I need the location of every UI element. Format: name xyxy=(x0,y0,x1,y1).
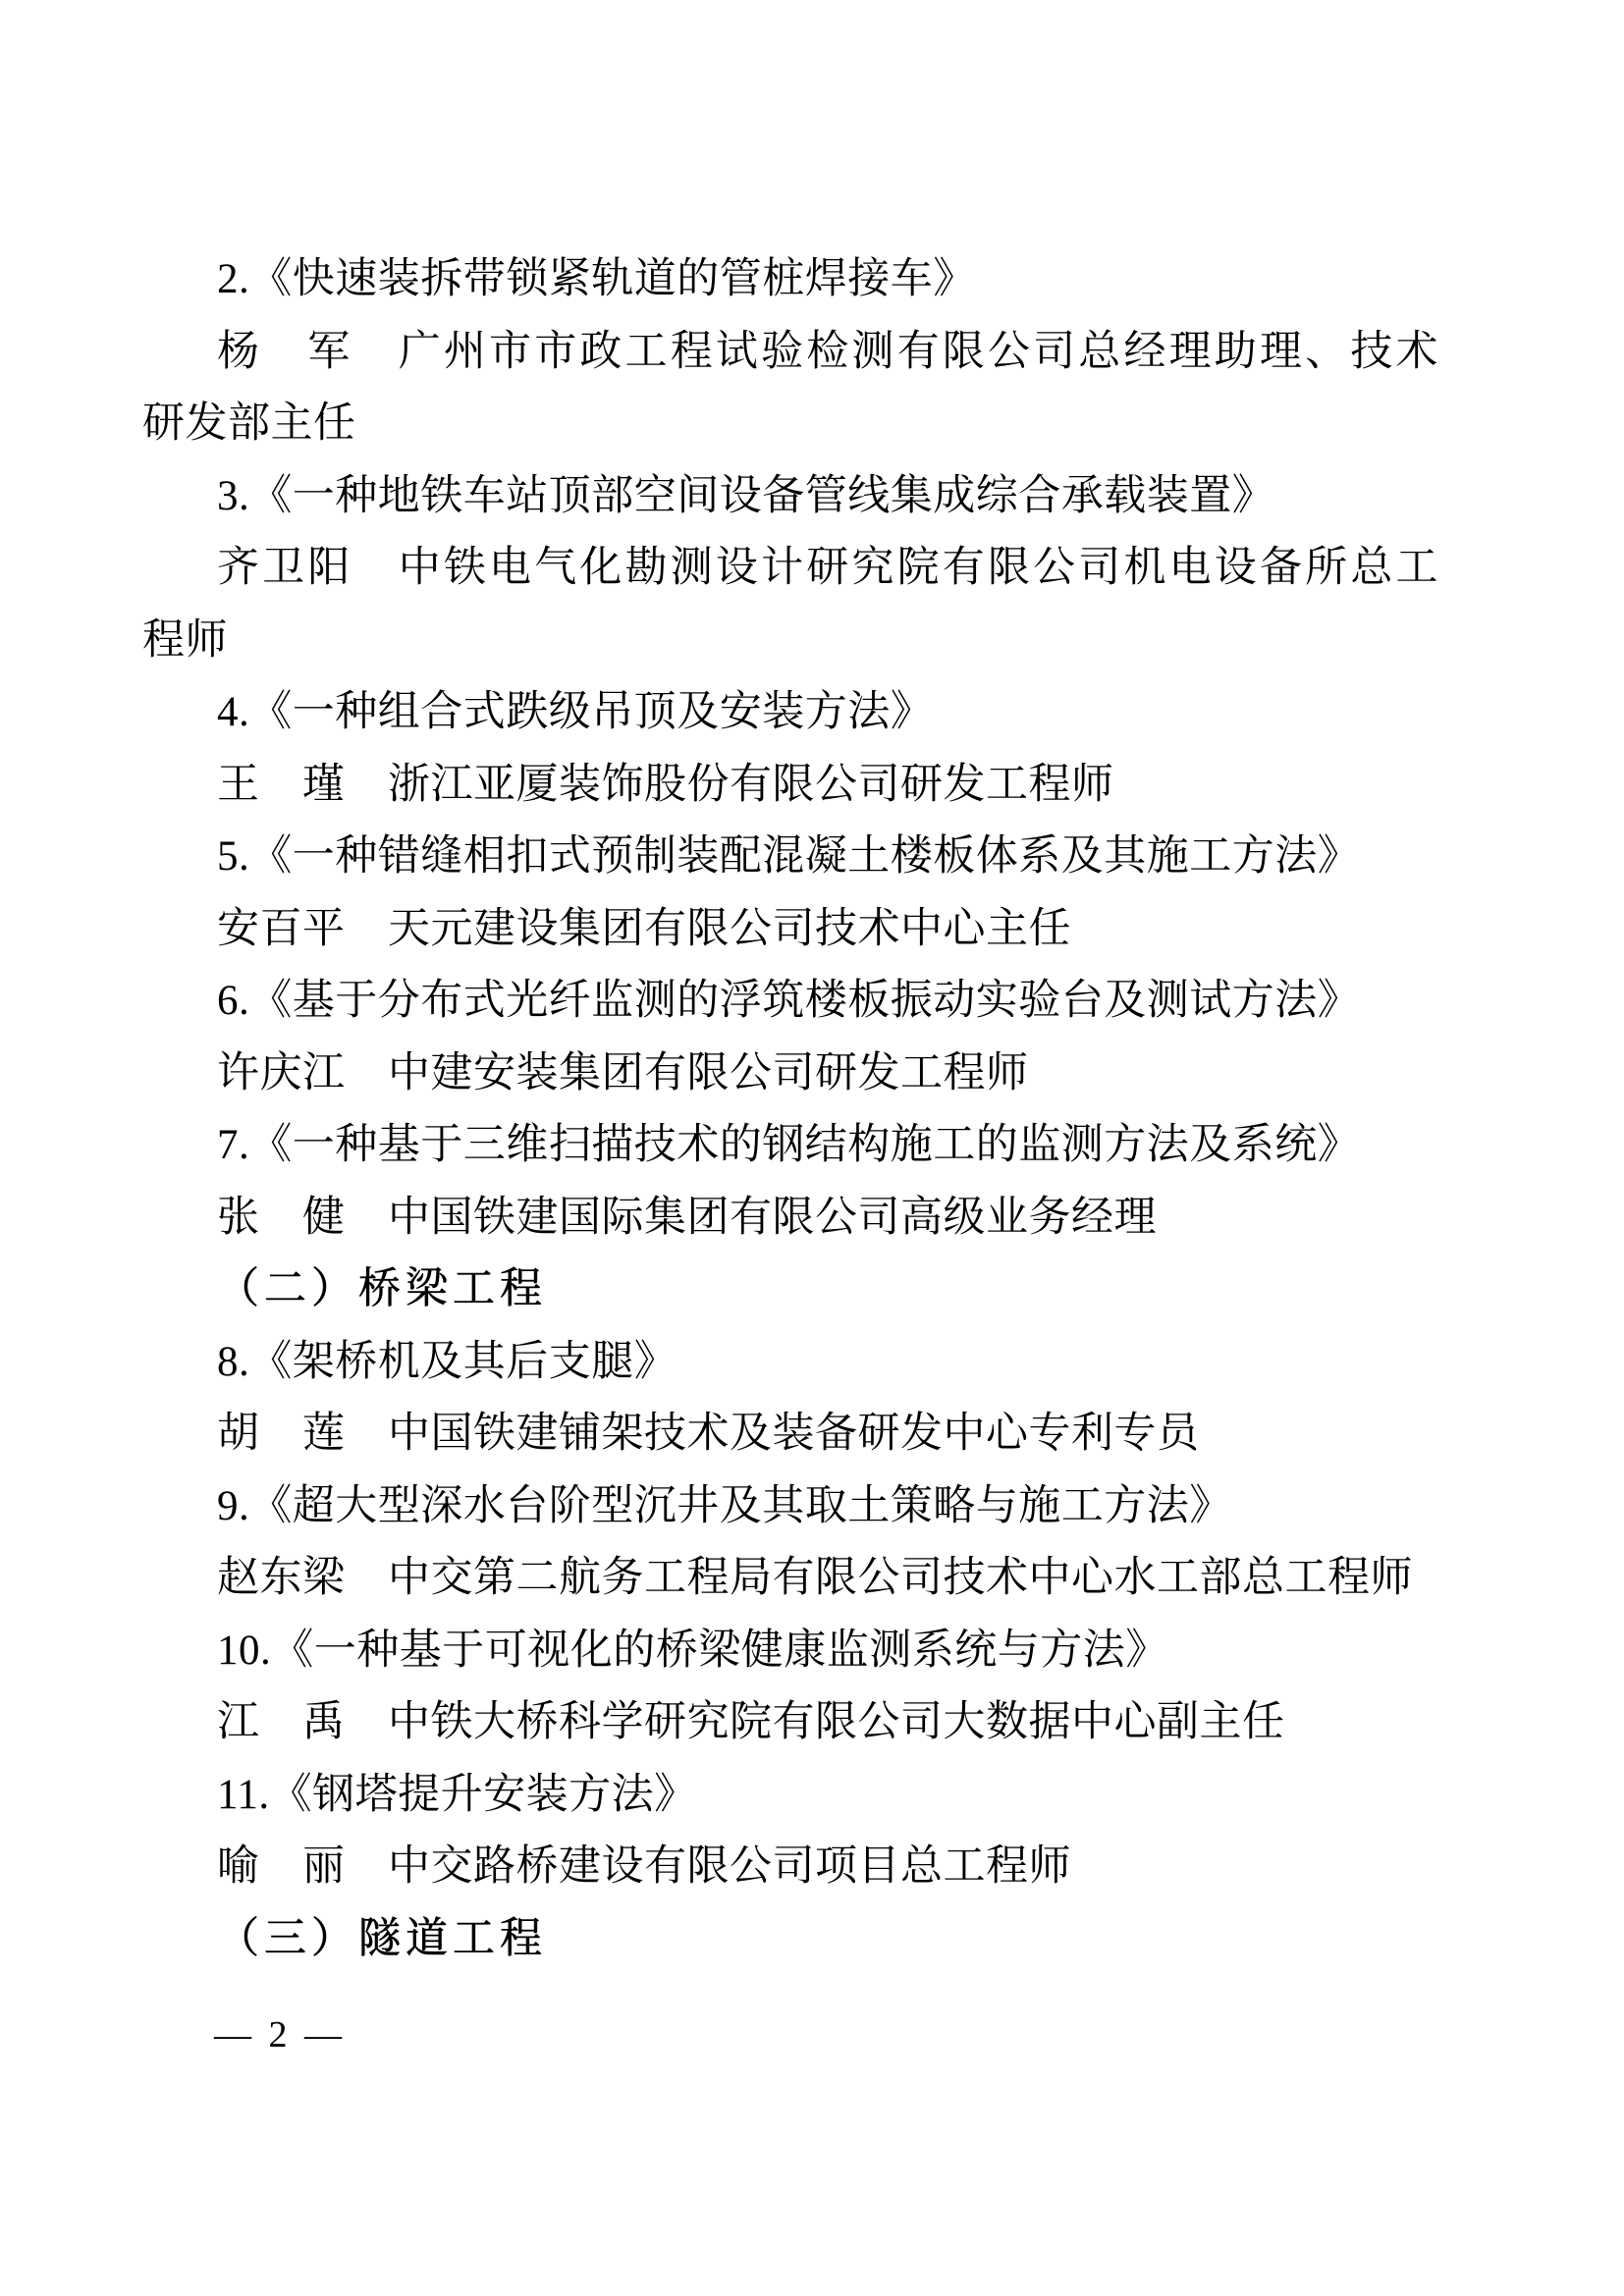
item-title: 6.《基于分布式光纤监测的浮筑楼板振动实验台及测试方法》 xyxy=(217,978,1361,1024)
item-title: 7.《一种基于三维扫描技术的钢结构施工的监测方法及系统》 xyxy=(217,1122,1361,1168)
section-heading: （二）桥梁工程 xyxy=(217,1266,547,1312)
item-title: 5.《一种错缝相扣式预制装配混凝土楼板体系及其施工方法》 xyxy=(217,833,1361,880)
item-title: 9.《超大型深水台阶型沉井及其取土策略与施工方法》 xyxy=(217,1482,1232,1529)
item-title: 3.《一种地铁车站顶部空间设备管线集成综合承载装置》 xyxy=(217,472,1275,519)
person-line: 齐卫阳 中铁电气化勘测设计研究院有限公司机电设备所总工 xyxy=(217,545,1438,591)
item-title: 10.《一种基于可视化的桥梁健康监测系统与方法》 xyxy=(217,1627,1168,1674)
section-heading: （三）隧道工程 xyxy=(217,1915,547,1962)
item-title: 8.《架桥机及其后支腿》 xyxy=(217,1338,677,1385)
person-line: 江 禹 中铁大桥科学研究院有限公司大数据中心副主任 xyxy=(217,1699,1285,1745)
person-line-cont: 程师 xyxy=(142,616,228,664)
item-title: 11.《钢塔提升安装方法》 xyxy=(217,1771,697,1818)
item-title: 2.《快速装拆带锁紧轨道的管桩焊接车》 xyxy=(217,256,976,302)
person-line: 杨 军 广州市市政工程试验检测有限公司总经理助理、技术 xyxy=(217,328,1438,375)
item-title: 4.《一种组合式跌级吊顶及安装方法》 xyxy=(217,689,934,735)
person-line: 张 健 中国铁建国际集团有限公司高级业务经理 xyxy=(217,1194,1157,1241)
person-line: 许庆江 中建安装集团有限公司研发工程师 xyxy=(217,1049,1029,1096)
document-body xyxy=(142,243,1438,1975)
person-line: 喻 丽 中交路桥建设有限公司项目总工程师 xyxy=(217,1843,1071,1890)
person-line: 安百平 天元建设集团有限公司技术中心主任 xyxy=(217,905,1071,952)
person-line-cont: 研发部主任 xyxy=(142,400,356,447)
person-line: 胡 莲 中国铁建铺架技术及装备研发中心专利专员 xyxy=(217,1411,1200,1457)
page-number: — 2 — xyxy=(214,2014,346,2056)
person-line: 王 瑾 浙江亚厦装饰股份有限公司研发工程师 xyxy=(217,761,1114,808)
person-line: 赵东梁 中交第二航务工程局有限公司技术中心水工部总工程师 xyxy=(217,1555,1413,1601)
